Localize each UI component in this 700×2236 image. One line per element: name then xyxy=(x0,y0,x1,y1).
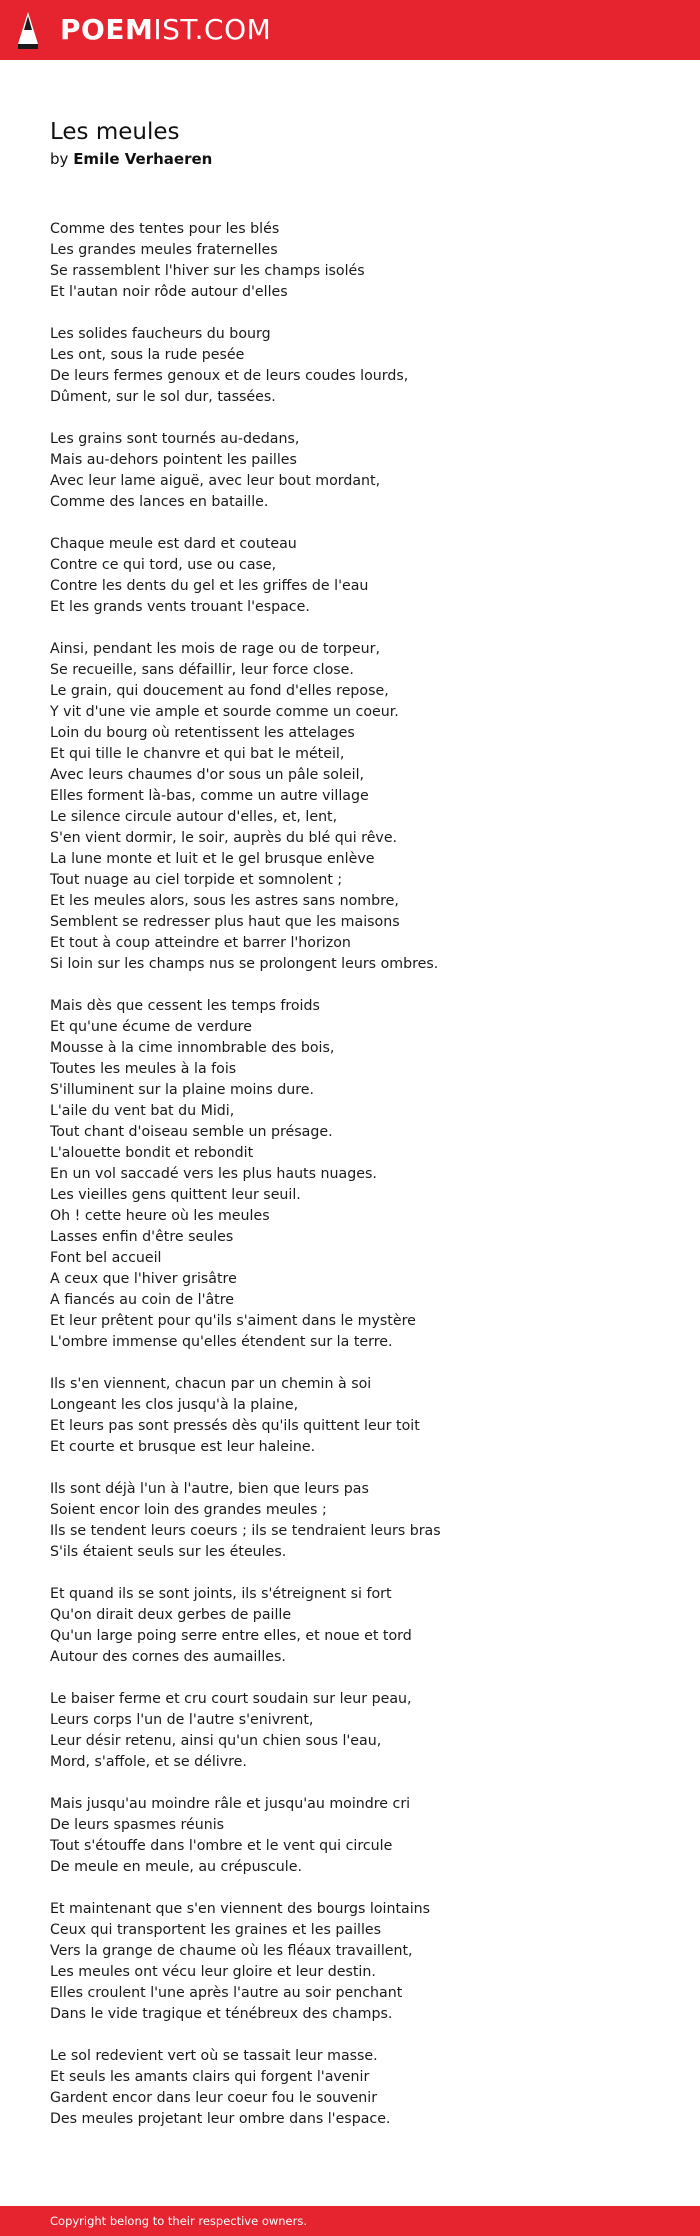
poem-line: Leurs corps l'un de l'autre s'enivrent, xyxy=(50,1712,314,1728)
poem-line: Loin du bourg où retentissent les attelages xyxy=(50,725,355,741)
poem-line: Et tout à coup atteindre et barrer l'horizon xyxy=(50,935,351,951)
poem-line: Contre ce qui tord, use ou case, xyxy=(50,557,277,573)
poem-line: Le sol redevient vert où se tassait leur masse. xyxy=(50,2048,378,2064)
poem-line: Ils se tendent leurs coeurs ; ils se tendraient leurs bras xyxy=(50,1523,441,1539)
poem-line: S'ils étaient seuls sur les éteules. xyxy=(50,1544,287,1560)
poem-line: Avec leur lame aiguë, avec leur bout mordant, xyxy=(50,473,381,489)
poem-line: Contre les dents du gel et les griffes de l'eau xyxy=(50,578,369,594)
poem-line: Mousse à la cime innombrable des bois, xyxy=(50,1040,335,1056)
poem-line: Se rassemblent l'hiver sur les champs isolés xyxy=(50,263,365,279)
poem-line: Toutes les meules à la fois xyxy=(50,1061,237,1077)
poem-line: Dans le vide tragique et ténébreux des champs. xyxy=(50,2006,393,2022)
poem-line: Mais jusqu'au moindre râle et jusqu'au moindre cri xyxy=(50,1796,411,1812)
stanza xyxy=(50,1899,670,2025)
poem-line: Des meules projetant leur ombre dans l'espace. xyxy=(50,2111,391,2127)
stanza xyxy=(50,1689,670,1773)
poem-title: Les meules xyxy=(50,119,180,145)
poem-line: Et quand ils se sont joints, ils s'étreignent si fort xyxy=(50,1586,392,1602)
poem-line: Autour des cornes des aumailles. xyxy=(50,1649,286,1665)
stanza xyxy=(50,639,670,975)
poem-line: Comme des lances en bataille. xyxy=(50,494,269,510)
site-header xyxy=(0,0,700,60)
poem-line: L'ombre immense qu'elles étendent sur la terre. xyxy=(50,1334,393,1350)
poem-line: Et l'autan noir rôde autour d'elles xyxy=(50,284,288,300)
poem-line: Mais au-dehors pointent les pailles xyxy=(50,452,297,468)
poem-line: Le baiser ferme et cru court soudain sur leur peau, xyxy=(50,1691,412,1707)
stanza xyxy=(50,324,670,408)
poem-line: Y vit d'une vie ample et sourde comme un coeur. xyxy=(50,704,399,720)
poem-line: Les meules ont vécu leur gloire et leur destin. xyxy=(50,1964,376,1980)
poem-author: Emile Verhaeren xyxy=(73,150,213,168)
stanza xyxy=(50,1794,670,1878)
stanza xyxy=(50,1584,670,1668)
poem-line: L'alouette bondit et rebondit xyxy=(50,1145,254,1161)
poem-line: Ils sont déjà l'un à l'autre, bien que leurs pas xyxy=(50,1481,369,1497)
poem-line: Se recueille, sans défaillir, leur force close. xyxy=(50,662,354,678)
poem-line: Ainsi, pendant les mois de rage ou de torpeur, xyxy=(50,641,380,657)
poem-line: Ceux qui transportent les graines et les pailles xyxy=(50,1922,382,1938)
poem-line: Si loin sur les champs nus se prolongent leurs ombres. xyxy=(50,956,439,972)
poem-line: Les ont, sous la rude pesée xyxy=(50,347,245,363)
stanza xyxy=(50,2046,670,2130)
poem-line: Et leur prêtent pour qu'ils s'aiment dans le mystère xyxy=(50,1313,416,1329)
poem-line: Les solides faucheurs du bourg xyxy=(50,326,271,342)
poem-line: Oh ! cette heure où les meules xyxy=(50,1208,270,1224)
stanza xyxy=(50,534,670,618)
poem-line: Longeant les clos jusqu'à la plaine, xyxy=(50,1397,299,1413)
poem-line: Et qui tille le chanvre et qui bat le méteil, xyxy=(50,746,345,762)
poem-line: Soient encor loin des grandes meules ; xyxy=(50,1502,327,1518)
poem-line: Comme des tentes pour les blés xyxy=(50,221,280,237)
poem-line: En un vol saccadé vers les plus hauts nuages. xyxy=(50,1166,377,1182)
poem-line: Vers la grange de chaume où les fléaux travaillent, xyxy=(50,1943,413,1959)
site-footer xyxy=(0,2206,700,2236)
poem-line: Les grains sont tournés au-dedans, xyxy=(50,431,300,447)
stanza xyxy=(50,219,670,303)
poem-line: Qu'un large poing serre entre elles, et noue et tord xyxy=(50,1628,412,1644)
poem-byline xyxy=(50,149,212,169)
poem-line: Le grain, qui doucement au fond d'elles repose, xyxy=(50,683,389,699)
poem-line: Tout chant d'oiseau semble un présage. xyxy=(50,1124,333,1140)
poem-line: Chaque meule est dard et couteau xyxy=(50,536,297,552)
poem-line: La lune monte et luit et le gel brusque enlève xyxy=(50,851,375,867)
poem-line: Les grandes meules fraternelles xyxy=(50,242,278,258)
site-logo-text[interactable] xyxy=(60,12,271,48)
stanza xyxy=(50,996,670,1353)
logo-bold-part: POEM xyxy=(60,13,154,46)
poem-line: Et qu'une écume de verdure xyxy=(50,1019,252,1035)
poem-line: Et maintenant que s'en viennent des bourgs lointains xyxy=(50,1901,431,1917)
poem-line: Mord, s'affole, et se délivre. xyxy=(50,1754,247,1770)
poem-line: Tout s'étouffe dans l'ombre et le vent qui circule xyxy=(50,1838,393,1854)
poem-line: L'aile du vent bat du Midi, xyxy=(50,1103,235,1119)
stanza xyxy=(50,1374,670,1458)
poem-line: Tout nuage au ciel torpide et somnolent ; xyxy=(50,872,343,888)
poem-line: Et courte et brusque est leur haleine. xyxy=(50,1439,316,1455)
poem-body xyxy=(50,219,670,2151)
poem-line: Les vieilles gens quittent leur seuil. xyxy=(50,1187,301,1203)
poem-line: Lasses enfin d'être seules xyxy=(50,1229,234,1245)
poem-line: Semblent se redresser plus haut que les maisons xyxy=(50,914,400,930)
poem-line: Ils s'en viennent, chacun par un chemin à soi xyxy=(50,1376,372,1392)
poem-line: Dûment, sur le sol dur, tassées. xyxy=(50,389,276,405)
stanza xyxy=(50,1479,670,1563)
poem-line: Elles croulent l'une après l'autre au soir penchant xyxy=(50,1985,403,2001)
poem-line: Qu'on dirait deux gerbes de paille xyxy=(50,1607,292,1623)
poem-line: Mais dès que cessent les temps froids xyxy=(50,998,320,1014)
poem-line: De meule en meule, au crépuscule. xyxy=(50,1859,302,1875)
poem-line: A fiancés au coin de l'âtre xyxy=(50,1292,234,1308)
poem-line: De leurs fermes genoux et de leurs coudes lourds, xyxy=(50,368,409,384)
poem-line: Le silence circule autour d'elles, et, lent, xyxy=(50,809,338,825)
poem-line: Et les grands vents trouant l'espace. xyxy=(50,599,310,615)
logo-light-part: IST.COM xyxy=(153,13,272,46)
poem-line: Et leurs pas sont pressés dès qu'ils quittent leur toit xyxy=(50,1418,420,1434)
pen-nib-logo-icon[interactable] xyxy=(16,10,40,50)
poem-line: Elles forment là-bas, comme un autre village xyxy=(50,788,369,804)
stanza xyxy=(50,429,670,513)
poem-line: A ceux que l'hiver grisâtre xyxy=(50,1271,237,1287)
copyright-text: Copyright belong to their respective owners. xyxy=(50,2214,308,2228)
poem-line: Et seuls les amants clairs qui forgent l'avenir xyxy=(50,2069,370,2085)
poem-line: Avec leurs chaumes d'or sous un pâle soleil, xyxy=(50,767,365,783)
poem-line: Leur désir retenu, ainsi qu'un chien sous l'eau, xyxy=(50,1733,382,1749)
poem-line: S'illuminent sur la plaine moins dure. xyxy=(50,1082,315,1098)
poem-line: S'en vient dormir, le soir, auprès du blé qui rêve. xyxy=(50,830,398,846)
poem-line: Et les meules alors, sous les astres sans nombre, xyxy=(50,893,399,909)
poem-line: De leurs spasmes réunis xyxy=(50,1817,225,1833)
poem-line: Font bel accueil xyxy=(50,1250,162,1266)
poem-line: Gardent encor dans leur coeur fou le souvenir xyxy=(50,2090,378,2106)
by-prefix: by xyxy=(50,150,69,168)
